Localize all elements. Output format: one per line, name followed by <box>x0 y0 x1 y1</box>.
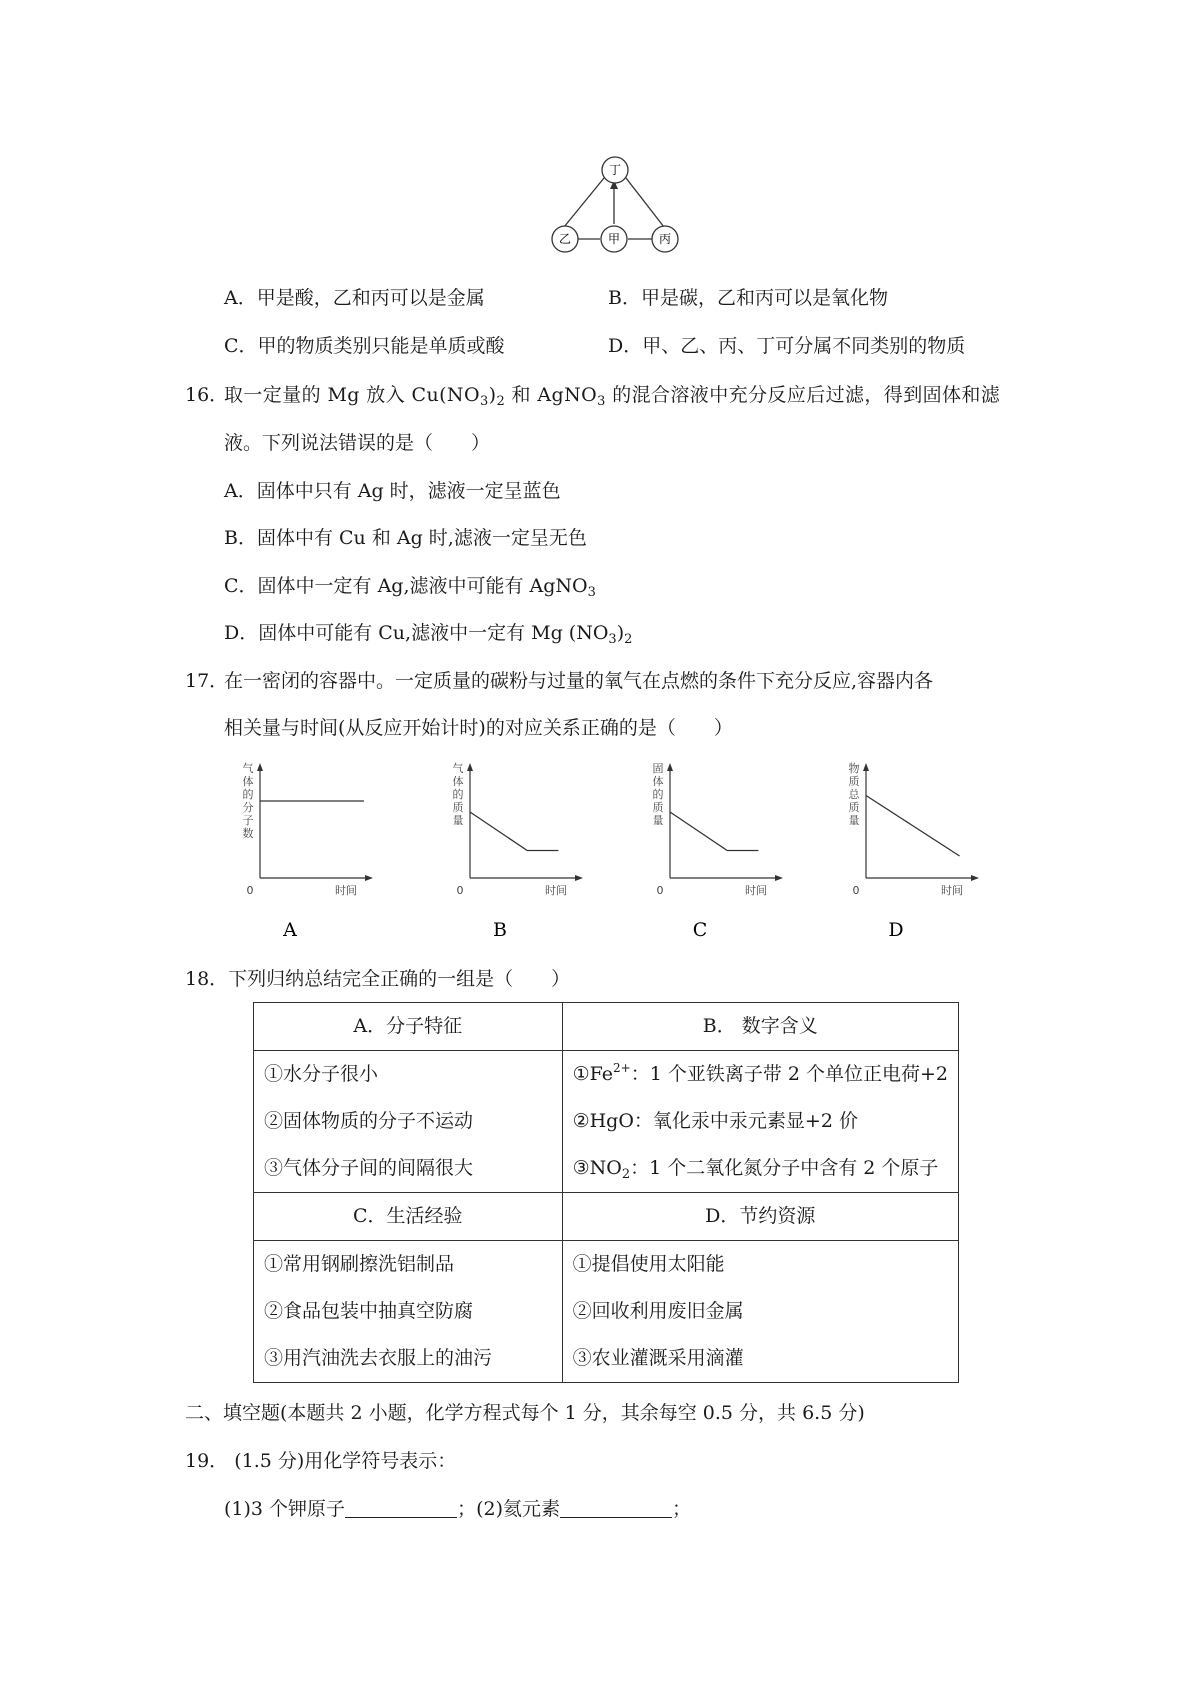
origin-label: 0 <box>656 884 664 897</box>
node-center-label: 甲 <box>607 232 621 246</box>
chart-b <box>453 761 584 941</box>
x-axis-label: 时间 <box>745 884 767 897</box>
edge-top-right <box>626 178 664 227</box>
q17-number: 17． <box>185 670 229 692</box>
q16-option-b: B．固体中有 Cu 和 Ag 时,滤液一定呈无色 <box>224 527 587 549</box>
origin-label: 0 <box>246 884 254 897</box>
q16-stem-line2: 液。下列说法错误的是（ ） <box>224 432 491 454</box>
series-line <box>866 796 960 857</box>
c-item-3: ③用汽油洗去衣服上的油污 <box>264 1347 493 1369</box>
cell-a-head: A．分子特征 <box>254 1003 563 1051</box>
cell-c-head: C．生活经验 <box>254 1193 563 1241</box>
q17-stem-line2: 相关量与时间(从反应开始计时)的对应关系正确的是（ ） <box>224 717 733 739</box>
q19-parts <box>224 1494 691 1521</box>
d-item-3: ③农业灌溉采用滴灌 <box>572 1347 744 1369</box>
q18-stem: 18．下列归纳总结完全正确的一组是（ ） <box>185 968 571 990</box>
x-axis-label: 时间 <box>335 884 357 897</box>
q16-option-c: C．固体中一定有 Ag,滤液中可能有 AgNO$_3$ <box>224 575 596 600</box>
cell-c-body <box>254 1241 563 1383</box>
b-item-1: $①Fe^{2+}$：1 个亚铁离子带 2 个单位正电荷+2 <box>572 1061 948 1085</box>
x-axis-arrow <box>575 875 583 881</box>
chart-c <box>653 762 784 941</box>
q19-end: ； <box>671 1498 691 1520</box>
chart-d <box>849 761 980 941</box>
a-item-2: ②固体物质的分子不运动 <box>264 1110 474 1132</box>
q19-part1: (1)3 个钾原子 <box>224 1498 346 1520</box>
q15-option-d: D．甲、乙、丙、丁可分属不同类别的物质 <box>608 335 966 357</box>
origin-label: 0 <box>456 884 464 897</box>
x-axis-arrow <box>971 875 979 881</box>
chart-letter: A <box>283 919 297 941</box>
c-item-1: ①常用钢刷擦洗铝制品 <box>264 1253 455 1275</box>
c-item-2: ②食品包装中抽真空防腐 <box>264 1300 474 1322</box>
answer-blank-1[interactable] <box>345 1497 457 1518</box>
y-axis-arrow <box>467 763 473 771</box>
q16-option-d: D．固体中可能有 Cu,滤液中一定有 Mg $(NO_3)_2$ <box>224 622 633 647</box>
q17-stem-line1: 在一密闭的容器中。一定质量的碳粉与过量的氧气在点燃的条件下充分反应,容器内各 <box>224 670 934 692</box>
cell-d-body <box>562 1241 958 1383</box>
y-axis-arrow <box>863 763 869 771</box>
y-axis-label: 物质总质量 <box>848 762 860 827</box>
q15-option-a: A．甲是酸，乙和丙可以是金属 <box>224 287 485 309</box>
y-axis-arrow <box>257 763 263 771</box>
y-axis-arrow <box>667 763 673 771</box>
origin-label: 0 <box>852 884 860 897</box>
answer-blank-2[interactable] <box>560 1497 672 1518</box>
section-heading: 二、填空题(本题共 2 小题，化学方程式每个 1 分，其余每空 0.5 分，共 6.5 分) <box>185 1402 865 1424</box>
d-item-2: ②回收利用废旧金属 <box>572 1300 744 1322</box>
chart-a <box>243 761 374 941</box>
y-axis-label: 固体的质量 <box>652 762 664 827</box>
y-axis-label: 气体的分子数 <box>242 762 254 840</box>
relation-diagram <box>540 155 690 255</box>
q19-sep: ； <box>457 1498 477 1520</box>
a-item-3: ③气体分子间的间隔很大 <box>264 1157 474 1179</box>
q16-number: 16． <box>185 384 229 406</box>
summary-table <box>253 1002 959 1383</box>
q15-option-b: B．甲是碳，乙和丙可以是氧化物 <box>608 287 888 309</box>
x-axis-label: 时间 <box>941 884 963 897</box>
x-axis-arrow <box>775 875 783 881</box>
charts-area <box>220 760 1040 941</box>
cell-d-head: D．节约资源 <box>562 1193 958 1241</box>
b-item-2: ②HgO：氧化汞中汞元素显+2 价 <box>572 1110 858 1132</box>
cell-a-body <box>254 1051 563 1193</box>
x-axis-arrow <box>365 875 373 881</box>
x-axis-label: 时间 <box>545 884 567 897</box>
series-line <box>670 812 758 851</box>
d-item-1: ①提倡使用太阳能 <box>572 1253 725 1275</box>
node-top-label: 丁 <box>608 163 622 177</box>
node-right-label: 丙 <box>658 232 672 246</box>
q16-option-a: A．固体中只有 Ag 时，滤液一定呈蓝色 <box>224 480 561 502</box>
b-item-3: $③NO_2$：1 个二氧化氮分子中含有 2 个原子 <box>572 1157 939 1182</box>
q19-stem: 19． (1.5 分)用化学符号表示： <box>185 1450 457 1472</box>
a-item-1: ①水分子很小 <box>264 1063 379 1085</box>
series-line <box>470 812 558 851</box>
chart-letter: B <box>493 919 507 941</box>
q15-option-c: C．甲的物质类别只能是单质或酸 <box>224 335 505 357</box>
node-left-label: 乙 <box>558 232 572 246</box>
cell-b-head: B． 数字含义 <box>562 1003 958 1051</box>
chart-letter: D <box>888 919 904 941</box>
q16-stem-line1: 取一定量的 Mg 放入 $Cu(NO_3)_2$ 和 AgNO$_3$ 的混合溶液中充分反应后过滤，得到固体和滤 <box>224 384 1001 409</box>
cell-b-body <box>562 1051 958 1193</box>
edge-top-left <box>564 178 604 227</box>
q19-part2: (2)氦元素 <box>476 1498 560 1520</box>
chart-letter: C <box>692 919 708 941</box>
y-axis-label: 气体的质量 <box>452 762 464 827</box>
